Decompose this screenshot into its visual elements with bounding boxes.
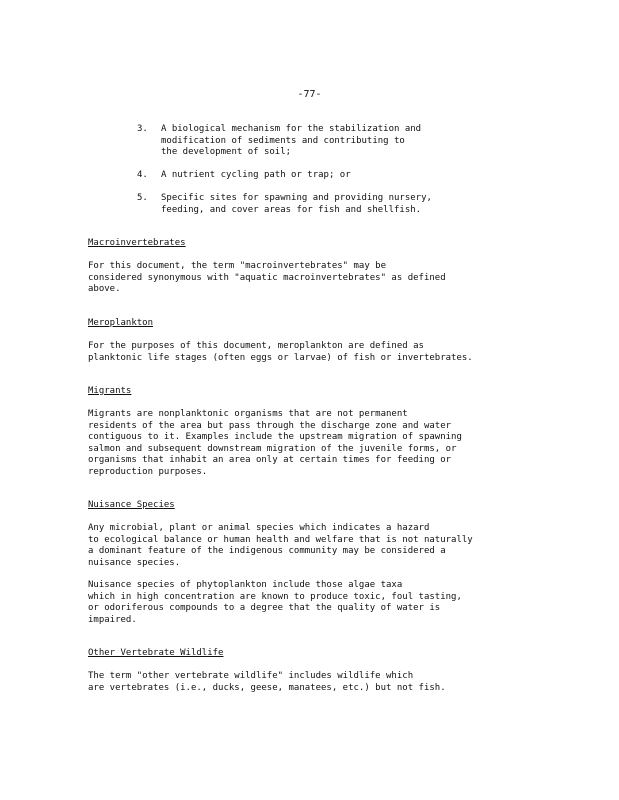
list-item-text: Specific sites for spawning and providing nursery, feeding, and cover areas for fish and shellfish. [161, 193, 432, 215]
list-item-number: 3. [137, 124, 148, 134]
section-paragraph: Any microbial, plant or animal species which indicates a hazard to ecological balance or human health and welfare that is not naturally a dominant feature of the indigenous community may be considered a nuisance species. [88, 523, 473, 568]
list-item-text: A nutrient cycling path or trap; or [161, 170, 351, 180]
section-paragraph: The term "other vertebrate wildlife" includes wildlife which are vertebrates (i.e., ducks, geese, manatees, etc.) but not fish. [88, 671, 446, 693]
list-item-number: 5. [137, 193, 148, 203]
section-paragraph: For the purposes of this document, meroplankton are defined as planktonic life stages (often eggs or larvae) of fish or invertebrates. [88, 341, 473, 363]
page-number: -77- [297, 89, 322, 100]
list-item [137, 170, 467, 182]
section-heading-migrants: Migrants [88, 386, 132, 396]
section-paragraph: For this document, the term "macroinvertebrates" may be considered synonymous with "aquatic macroinvertebrates" as defined above. [88, 261, 446, 294]
list-item-text: A biological mechanism for the stabilization and modification of sediments and contributing to the development of soil; [161, 124, 422, 157]
section-heading-other-vertebrate-wildlife: Other Vertebrate Wildlife [88, 648, 224, 658]
section-paragraph: Migrants are nonplanktonic organisms that are not permanent residents of the area but pass through the discharge zone and water contiguous to it. Examples include the upstream migration of spawning salmon and subsequent downstream migration of the juvenile forms, or organisms that inhabit an area only at certain times for feeding or reproduction purposes. [88, 409, 462, 477]
section-heading-meroplankton: Meroplankton [88, 318, 154, 328]
list-item-number: 4. [137, 170, 148, 180]
list-item [137, 193, 467, 216]
list-item [137, 124, 467, 159]
section-heading-macroinvertebrates: Macroinvertebrates [88, 238, 186, 248]
section-heading-nuisance-species: Nuisance Species [88, 500, 175, 510]
section-paragraph: Nuisance species of phytoplankton include those algae taxa which in high concentration are known to produce toxic, foul tasting, or odoriferous compounds to a degree that the quality of water is impaired. [88, 580, 462, 625]
